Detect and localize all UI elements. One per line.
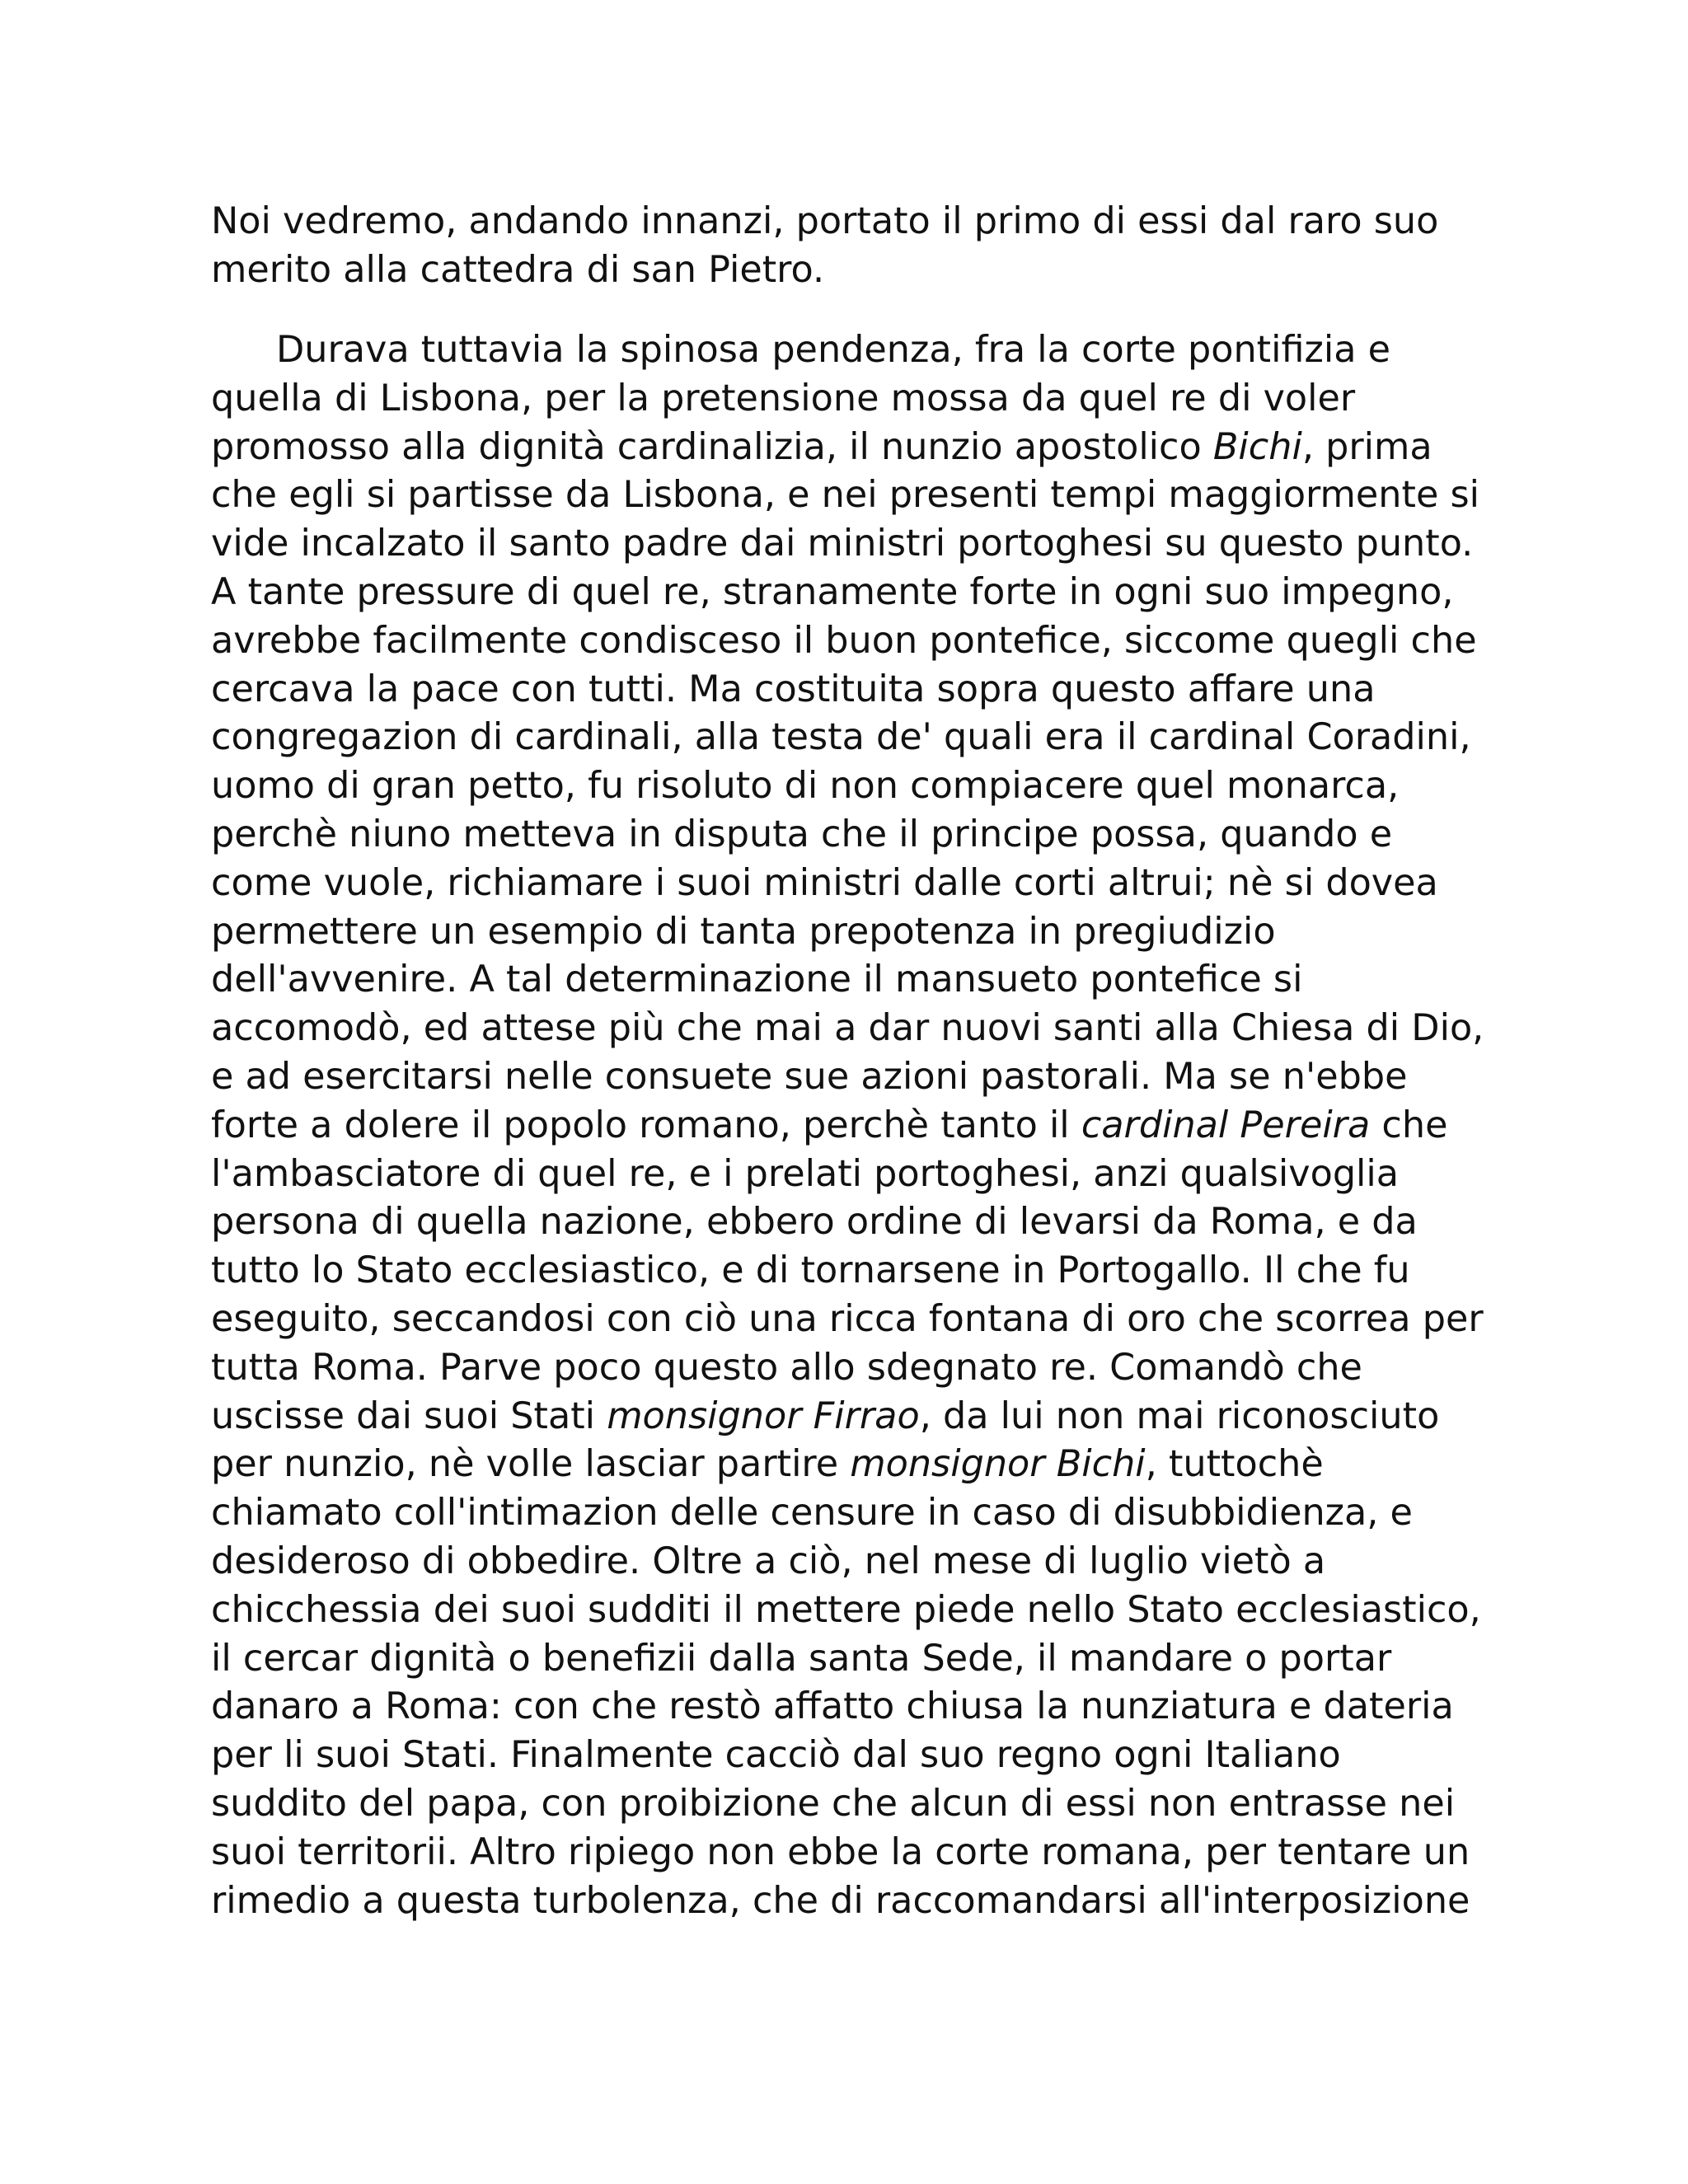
text-segment: , prima — [1301, 425, 1432, 468]
text-segment: forte a dolere il popolo romano, perchè tanto il — [211, 1104, 1081, 1146]
text-line: perchè niuno metteva in disputa che il principe possa, quando e — [211, 813, 1393, 855]
text-line: e ad esercitarsi nelle consuete sue azioni pastorali. Ma se n'ebbe — [211, 1055, 1408, 1098]
text-line: uomo di gran petto, fu risoluto di non compiacere quel monarca, — [211, 765, 1400, 808]
text-line: suoi territorii. Altro ripiego non ebbe la corte romana, per tentare un — [211, 1830, 1470, 1873]
text-line: A tante pressure di quel re, stranamente forte in ogni suo impegno, — [211, 570, 1454, 613]
text-line: vide incalzato il santo padre dai ministri portoghesi su questo punto. — [211, 523, 1474, 565]
text-segment: che — [1370, 1104, 1448, 1146]
text-line: come vuole, richiamare i suoi ministri dalle corti altrui; nè si dovea — [211, 861, 1438, 904]
text-line: chiamato coll'intimazion delle censure in caso di disubbidienza, e — [211, 1492, 1413, 1535]
italic-name: monsignor Bichi — [850, 1443, 1146, 1486]
text-line: per li suoi Stati. Finalmente cacciò dal suo regno ogni Italiano — [211, 1734, 1341, 1777]
text-segment: uscisse dai suoi Stati — [211, 1394, 607, 1437]
text-line: avrebbe facilmente condisceso il buon pontefice, siccome quegli che — [211, 619, 1477, 662]
text-line: suddito del papa, con proibizione che alcun di essi non entrasse nei — [211, 1782, 1456, 1825]
text-line — [211, 1393, 1497, 1441]
text-segment: , da lui non mai riconosciuto — [919, 1394, 1440, 1437]
text-line: dell'avvenire. A tal determinazione il mansueto pontefice si — [211, 958, 1303, 1001]
text-line: merito alla cattedra di san Pietro. — [211, 248, 825, 291]
text-line: accomodò, ed attese più che mai a dar nuovi santi alla Chiesa di Dio, — [211, 1007, 1484, 1050]
text-line: tutto lo Stato ecclesiastico, e di tornarsene in Portogallo. Il che fu — [211, 1249, 1410, 1292]
text-line: desideroso di obbedire. Oltre a ciò, nel mese di luglio vietò a — [211, 1540, 1326, 1582]
text-line — [211, 1102, 1497, 1151]
text-line: tutta Roma. Parve poco questo allo sdegnato re. Comandò che — [211, 1346, 1362, 1389]
text-line: Noi vedremo, andando innanzi, portato il primo di essi dal raro suo — [211, 200, 1439, 242]
text-line: che egli si partisse da Lisbona, e nei presenti tempi maggiormente si — [211, 474, 1480, 517]
text-line: congregazion di cardinali, alla testa de' quali era il cardinal Coradini, — [211, 716, 1471, 759]
text-line: rimedio a questa turbolenza, che di raccomandarsi all'interposizione — [211, 1879, 1470, 1922]
italic-name: cardinal Pereira — [1081, 1104, 1371, 1146]
paragraph-2 — [211, 326, 1497, 1925]
text-segment: per nunzio, nè volle lasciar partire — [211, 1443, 851, 1486]
paragraph-1 — [211, 198, 1497, 295]
text-line: cercava la pace con tutti. Ma costituita sopra questo affare una — [211, 668, 1376, 710]
text-line: permettere un esempio di tanta prepotenza in pregiudizio — [211, 910, 1276, 953]
text-segment: , tuttochè — [1145, 1443, 1324, 1486]
text-line: persona di quella nazione, ebbero ordine di levarsi da Roma, e da — [211, 1201, 1418, 1244]
italic-name: Bichi — [1212, 425, 1302, 468]
text-line — [211, 424, 1497, 472]
text-line: Durava tuttavia la spinosa pendenza, fra la corte pontifizia e — [276, 329, 1391, 371]
text-line: eseguito, seccandosi con ciò una ricca fontana di oro che scorrea per — [211, 1297, 1484, 1340]
text-line: danaro a Roma: con che restò affatto chiusa la nunziatura e dateria — [211, 1685, 1454, 1728]
text-segment: promosso alla dignità cardinalizia, il nunzio apostolico — [211, 425, 1213, 468]
text-line: il cercar dignità o benefizii dalla santa Sede, il mandare o portar — [211, 1637, 1392, 1680]
text-line: chicchessia dei suoi sudditi il mettere piede nello Stato ecclesiastico, — [211, 1588, 1481, 1631]
text-line — [211, 1441, 1497, 1489]
text-line: l'ambasciatore di quel re, e i prelati portoghesi, anzi qualsivoglia — [211, 1152, 1400, 1195]
italic-name: monsignor Firrao — [607, 1394, 920, 1437]
text-line: quella di Lisbona, per la pretensione mossa da quel re di voler — [211, 377, 1356, 419]
